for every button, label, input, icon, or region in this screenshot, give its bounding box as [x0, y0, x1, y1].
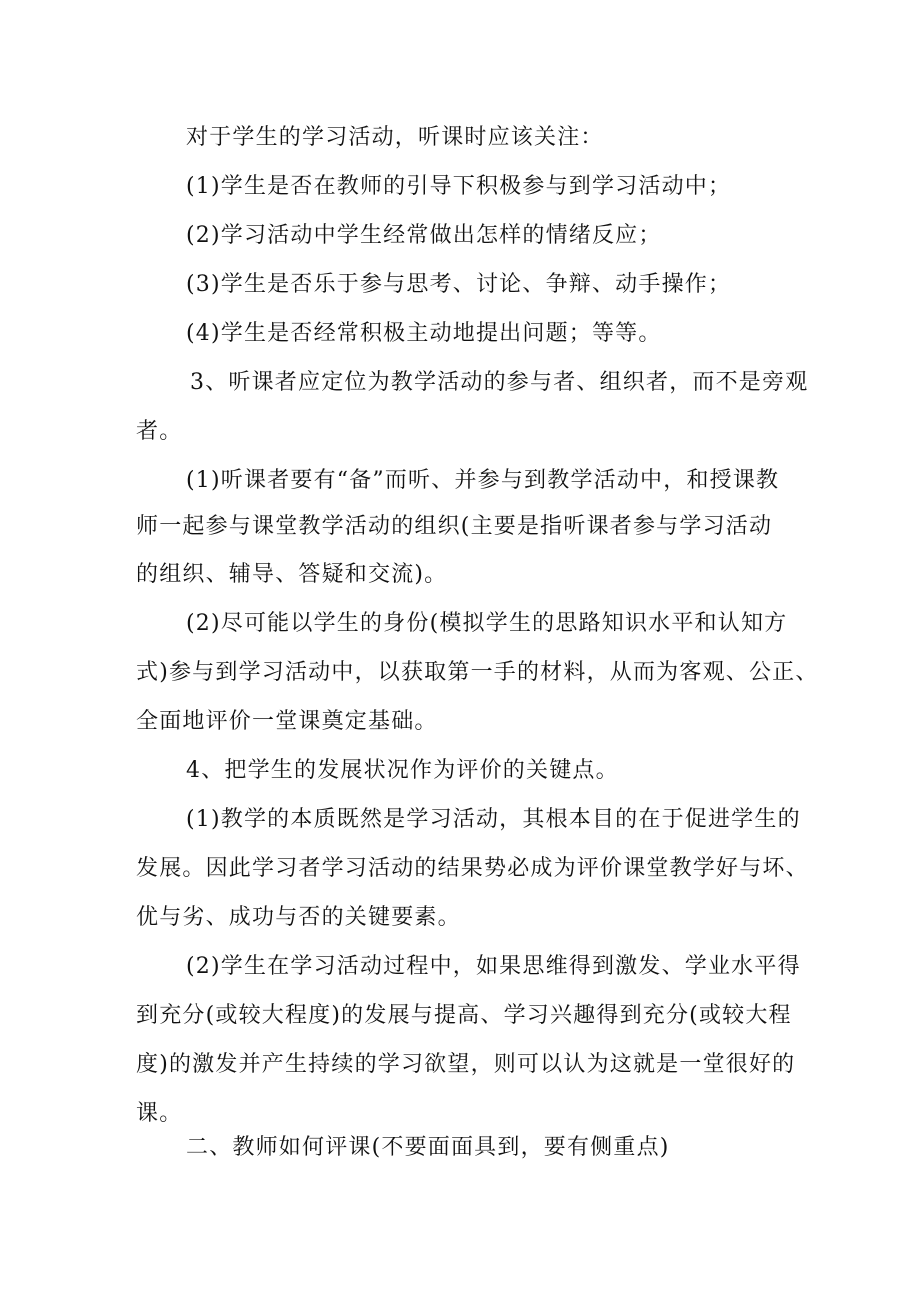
- paragraph-line: (3)学生是否乐于参与思考、讨论、争辩、动手操作；: [186, 272, 732, 297]
- paragraph-line: 式)参与到学习活动中，以获取第一手的材料，从而为客观、公正、: [136, 660, 819, 685]
- paragraph-line: (1)教学的本质既然是学习活动，其根本目的在于促进学生的: [186, 807, 801, 832]
- paragraph-line: (4)学生是否经常积极主动地提出问题；等等。: [186, 321, 662, 346]
- paragraph-line: (1)学生是否在教师的引导下积极参与到学习活动中；: [186, 174, 732, 199]
- paragraph-line: 对于学生的学习活动，听课时应该关注：: [186, 125, 604, 150]
- paragraph-line: 到充分(或较大程度)的发展与提高、学习兴趣得到充分(或较大程: [136, 1003, 792, 1028]
- paragraph-line: 者。: [136, 419, 183, 444]
- paragraph-line: (2)学生在学习活动过程中，如果思维得到激发、学业水平得: [186, 954, 801, 979]
- paragraph-line: 发展。因此学习者学习活动的结果势必成为评价课堂教学好与坏、: [136, 856, 809, 881]
- section-heading: 二、教师如何评课(不要面面具到，要有侧重点): [186, 1135, 670, 1160]
- paragraph-line: 师一起参与课堂教学活动的组织(主要是指听课者参与学习活动: [136, 514, 773, 539]
- paragraph-line: 的组织、辅导、答疑和交流)。: [136, 562, 448, 587]
- paragraph-line: 优与劣、成功与否的关键要素。: [136, 905, 461, 930]
- paragraph-line: (1)听课者要有“备”而听、并参与到教学活动中，和授课教: [186, 468, 780, 493]
- paragraph-line: 课。: [136, 1101, 183, 1126]
- paragraph-line: 全面地评价一堂课奠定基础。: [136, 709, 438, 734]
- paragraph-line: 3、听课者应定位为教学活动的参与者、组织者，而不是旁观: [190, 370, 809, 395]
- paragraph-line: (2)学习活动中学生经常做出怎样的情绪反应；: [186, 223, 662, 248]
- paragraph-line: (2)尽可能以学生的身份(模拟学生的思路知识水平和认知方: [186, 611, 788, 636]
- paragraph-line: 4、把学生的发展状况作为评价的关键点。: [186, 758, 619, 783]
- paragraph-line: 度)的激发并产生持续的学习欲望，则可以认为这就是一堂很好的: [136, 1052, 796, 1077]
